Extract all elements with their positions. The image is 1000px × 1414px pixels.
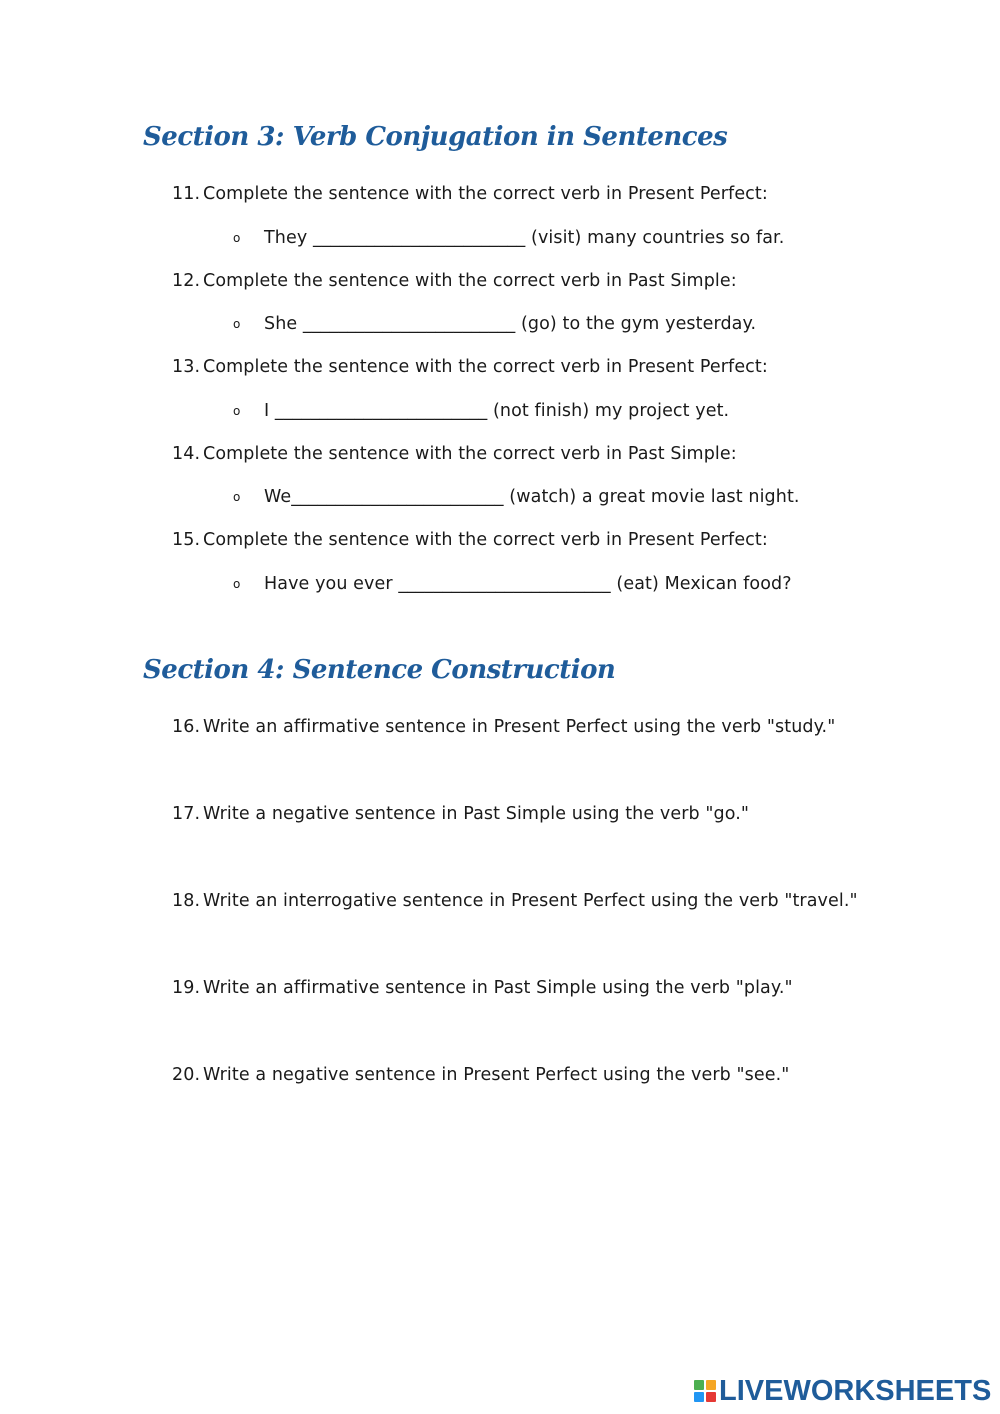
fill-in-sentence: She ________________________ (go) to the gym yesterday. (264, 314, 757, 334)
liveworksheets-logo-icon (694, 1380, 716, 1402)
question-text: Complete the sentence with the correct verb in Present Perfect: (203, 184, 768, 204)
question-number: 19. (172, 978, 201, 998)
question-text: Complete the sentence with the correct verb in Present Perfect: (203, 530, 768, 550)
question-text: Write a negative sentence in Past Simple using the verb "go." (203, 804, 750, 824)
bullet-icon: o (233, 490, 241, 504)
question-text: Complete the sentence with the correct verb in Present Perfect: (203, 357, 768, 377)
bullet-icon: o (233, 577, 241, 591)
fill-in-sentence: Have you ever ________________________ (eat) Mexican food? (264, 574, 792, 594)
fill-in-sentence: They ________________________ (visit) many countries so far. (264, 228, 785, 248)
question-text: Complete the sentence with the correct verb in Past Simple: (203, 271, 737, 291)
bullet-icon: o (233, 317, 241, 331)
question-number: 16. (172, 717, 201, 737)
logo-tile-green (694, 1380, 704, 1390)
section-3-title: Section 3: Verb Conjugation in Sentences (143, 122, 728, 152)
fill-in-sentence: I ________________________ (not finish) my project yet. (264, 401, 730, 421)
question-number: 14. (172, 444, 201, 464)
question-number: 17. (172, 804, 201, 824)
logo-text: LIVEWORKSHEETS (719, 1374, 992, 1407)
question-number: 13. (172, 357, 201, 377)
question-number: 15. (172, 530, 201, 550)
question-number: 18. (172, 891, 201, 911)
logo-tile-blue (694, 1392, 704, 1402)
liveworksheets-logo[interactable] (694, 1376, 991, 1406)
bullet-icon: o (233, 231, 241, 245)
question-number: 12. (172, 271, 201, 291)
bullet-icon: o (233, 404, 241, 418)
question-text: Write an affirmative sentence in Past Simple using the verb "play." (203, 978, 793, 998)
section-4-title: Section 4: Sentence Construction (143, 655, 616, 685)
fill-in-sentence: We________________________ (watch) a great movie last night. (264, 487, 800, 507)
question-text: Write an affirmative sentence in Present Perfect using the verb "study." (203, 717, 836, 737)
question-text: Write an interrogative sentence in Present Perfect using the verb "travel." (203, 891, 858, 911)
question-number: 20. (172, 1065, 201, 1085)
question-text: Write a negative sentence in Present Perfect using the verb "see." (203, 1065, 790, 1085)
logo-tile-red (706, 1392, 716, 1402)
question-number: 11. (172, 184, 201, 204)
question-text: Complete the sentence with the correct verb in Past Simple: (203, 444, 737, 464)
logo-tile-orange (706, 1380, 716, 1390)
